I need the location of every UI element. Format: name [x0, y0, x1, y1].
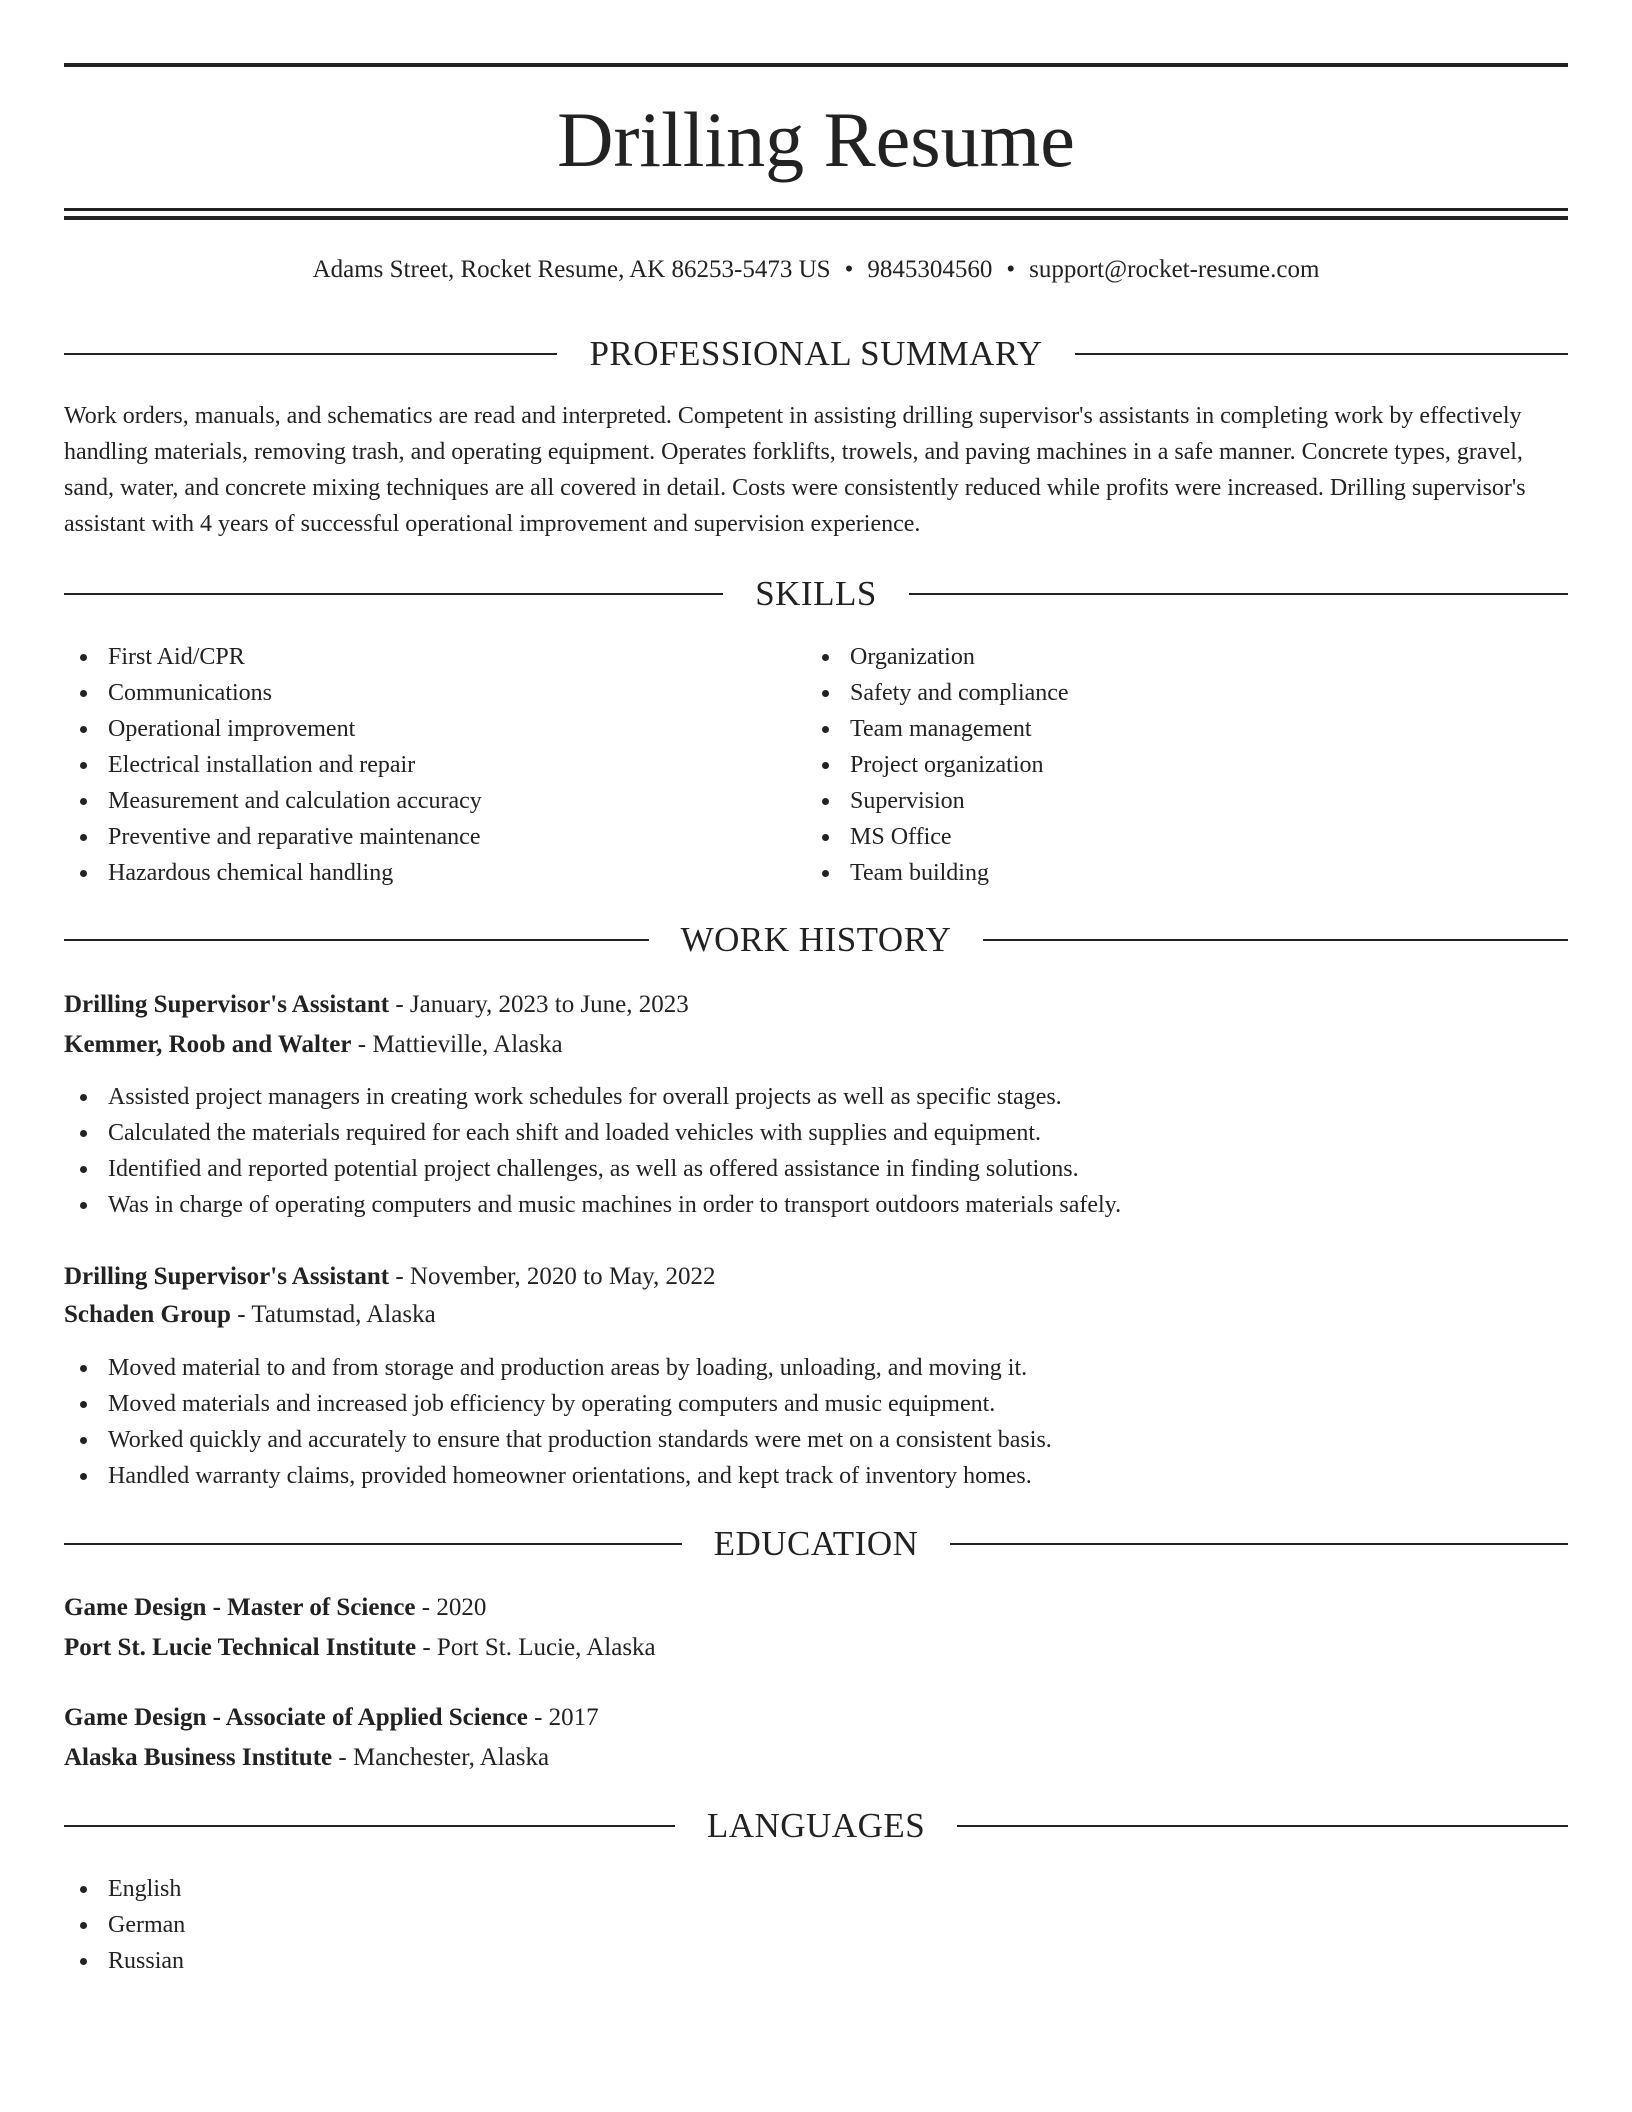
section-title: WORK HISTORY [680, 920, 952, 959]
divider-line [64, 939, 649, 941]
divider-line [957, 1825, 1568, 1827]
duty-item: Was in charge of operating computers and music machines in order to transport outdoors materials safely. [64, 1187, 1568, 1223]
divider-line [950, 1543, 1568, 1545]
job-company-line [64, 1296, 1568, 1334]
job-dates: - November, 2020 to May, 2022 [389, 1263, 716, 1290]
language-item: German [64, 1907, 664, 1943]
job-company: Schaden Group [64, 1301, 231, 1328]
job-company: Kemmer, Roob and Walter [64, 1031, 352, 1058]
education-school: Alaska Business Institute [64, 1744, 333, 1771]
resume-title: Drilling Resume [557, 96, 1075, 183]
divider-line [64, 1825, 675, 1827]
job-title: Drilling Supervisor's Assistant [64, 991, 390, 1018]
skill-item: Electrical installation and repair [64, 747, 764, 783]
education-degree: Game Design - Associate of Applied Science [64, 1704, 528, 1731]
job-title-line [64, 1258, 1568, 1296]
language-item: English [64, 1871, 664, 1907]
section-header-summary [64, 332, 1568, 376]
duties-list [64, 1350, 1568, 1494]
skill-item: Team management [806, 711, 1506, 747]
divider-line [64, 593, 723, 595]
job-location: - Mattieville, Alaska [351, 1031, 563, 1058]
skill-item: Operational improvement [64, 711, 764, 747]
job-location: - Tatumstad, Alaska [230, 1301, 436, 1328]
skill-item: Organization [806, 639, 1506, 675]
duty-item: Moved materials and increased job efficiency by operating computers and music equipment. [64, 1386, 1568, 1422]
skill-item: Safety and compliance [806, 675, 1506, 711]
section-header-work [64, 918, 1568, 962]
education-location: - Port St. Lucie, Alaska [416, 1634, 656, 1661]
summary-text: Work orders, manuals, and schematics are read and interpreted. Competent in assisting drilling supervisor's assistants in completing work by effectively handling materials, removing trash, and operating equipment. Operates forklifts, trowels, and paving machines in a safe manner. Concrete types, gravel, sand, water, and concrete mixing techniques are all covered in detail. Costs were consistently reduced while profits were increased. Drilling supervisor's assistant with 4 years of successful operational improvement and supervision experience. [64, 403, 1526, 537]
skills-list-right [806, 639, 1506, 891]
job-company-line [64, 1026, 1568, 1064]
languages-list [64, 1871, 664, 1979]
skills-column-right [806, 639, 1506, 891]
job-duties [64, 1350, 1568, 1494]
job-title: Drilling Supervisor's Assistant [64, 1263, 390, 1290]
divider-line [64, 1543, 682, 1545]
education-year: - 2017 [527, 1704, 599, 1731]
contact-address: Adams Street, Rocket Resume, AK 86253-5473 US [312, 256, 831, 283]
education-school-line [64, 1739, 1568, 1777]
languages-block [64, 1871, 664, 1979]
skill-item: Hazardous chemical handling [64, 855, 764, 891]
education-location: - Manchester, Alaska [332, 1744, 550, 1771]
section-header-languages [64, 1804, 1568, 1848]
skill-item: Project organization [806, 747, 1506, 783]
title-rule-upper [64, 208, 1568, 211]
education-degree-line [64, 1699, 1568, 1737]
section-title: SKILLS [755, 574, 877, 613]
job-title-line [64, 986, 1568, 1024]
language-item: Russian [64, 1943, 664, 1979]
skill-item: Preventive and reparative maintenance [64, 819, 764, 855]
divider-line [983, 939, 1568, 941]
skill-item: Team building [806, 855, 1506, 891]
divider-line [1075, 353, 1568, 355]
divider-line [909, 593, 1568, 595]
education-degree-line [64, 1589, 1568, 1627]
job-duties [64, 1079, 1568, 1223]
skill-item: Measurement and calculation accuracy [64, 783, 764, 819]
contact-separator: • [844, 256, 854, 283]
contact-separator: • [1006, 256, 1016, 283]
section-title: LANGUAGES [706, 1806, 926, 1845]
duty-item: Worked quickly and accurately to ensure that production standards were met on a consistent basis. [64, 1422, 1568, 1458]
duty-item: Assisted project managers in creating work schedules for overall projects as well as specific stages. [64, 1079, 1568, 1115]
section-header-education [64, 1522, 1568, 1566]
contact-email: support@rocket-resume.com [1029, 256, 1320, 283]
skill-item: Supervision [806, 783, 1506, 819]
section-title: EDUCATION [713, 1524, 919, 1563]
duty-item: Identified and reported potential project challenges, as well as offered assistance in finding solutions. [64, 1151, 1568, 1187]
duty-item: Calculated the materials required for each shift and loaded vehicles with supplies and equipment. [64, 1115, 1568, 1151]
duties-list [64, 1079, 1568, 1223]
skill-item: Communications [64, 675, 764, 711]
divider-line [64, 353, 557, 355]
education-degree: Game Design - Master of Science [64, 1594, 416, 1621]
contact-phone: 9845304560 [867, 256, 993, 283]
contact-line [64, 254, 1568, 286]
duty-item: Handled warranty claims, provided homeowner orientations, and kept track of inventory homes. [64, 1458, 1568, 1494]
section-header-skills [64, 572, 1568, 616]
section-title: PROFESSIONAL SUMMARY [589, 334, 1043, 373]
education-school-line [64, 1629, 1568, 1667]
duty-item: Moved material to and from storage and production areas by loading, unloading, and moving it. [64, 1350, 1568, 1386]
title-rule-lower [64, 216, 1568, 220]
top-rule [64, 63, 1568, 67]
skill-item: First Aid/CPR [64, 639, 764, 675]
skill-item: MS Office [806, 819, 1506, 855]
skills-list-left [64, 639, 764, 891]
education-year: - 2020 [415, 1594, 487, 1621]
education-school: Port St. Lucie Technical Institute [64, 1634, 417, 1661]
skills-column-left [64, 639, 764, 891]
job-dates: - January, 2023 to June, 2023 [389, 991, 689, 1018]
